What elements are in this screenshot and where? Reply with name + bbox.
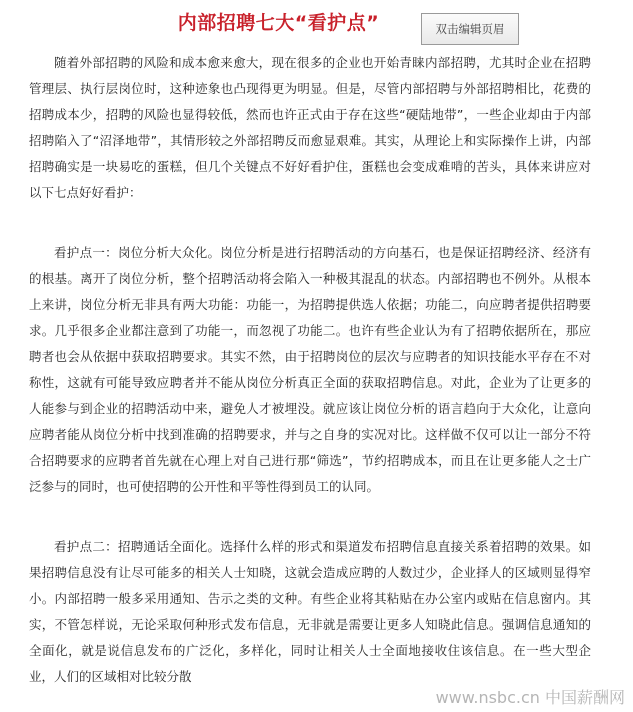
article-title: 内部招聘七大“看护点” xyxy=(177,12,380,34)
point-two-paragraph: 看护点二：招聘通话全面化。选择什么样的形式和渠道发布招聘信息直接关系着招聘的效果。如果招聘信息没有让尽可能多的相关人士知晓，这就会造成应聘的人数过少，企业择人的区域则显得窄小。内部招聘一般多采用通知、告示之类的文种。有些企业将其粘贴在办公室内或贴在信息窗内。其实，不管怎样说，无论采取何种形式发布信息，无非就是需要让更多人知晓此信息。强调信息通知的全面化，就是说信息发布的广泛化，多样化，同时让相关人士全面地接收住该信息。在一些大型企业，人们的区域相对比较分散 xyxy=(29,539,591,684)
article-body xyxy=(29,50,591,690)
edit-header-button[interactable]: 双击编辑页眉 xyxy=(421,13,519,45)
point-one-paragraph: 看护点一：岗位分析大众化。岗位分析是进行招聘活动的方向基石，也是保证招聘经济、经济有的根基。离开了岗位分析，整个招聘活动将会陷入一种极其混乱的状态。内部招聘也不例外。从根本上来讲，岗位分析无非具有两大功能：功能一，为招聘提供选人依据；功能二，向应聘者提供招聘要求。几乎很多企业都注意到了功能一，而忽视了功能二。也许有些企业认为有了招聘依据所在，那应聘者也会从依据中获取招聘要求。其实不然，由于招聘岗位的层次与应聘者的知识技能水平存在不对称性，这就有可能导致应聘者并不能从岗位分析真正全面的获取招聘信息。对此，企业为了让更多的人能参与到企业的招聘活动中来，避免人才被埋没。就应该让岗位分析的语言趋向于大众化，让意向应聘者能从岗位分析中找到准确的招聘要求，并与之自身的实况对比。这样做不仅可以让一部分不符合招聘要求的应聘者首先就在心理上对自己进行那“筛选”，节约招聘成本，而且在让更多能人之士广泛参与的同时，也可使招聘的公开性和平等性得到员工的认同。 xyxy=(29,245,591,494)
site-watermark: www.nsbc.cn 中国薪酬网 xyxy=(435,688,625,707)
intro-paragraph: 随着外部招聘的风险和成本愈来愈大，现在很多的企业也开始青睐内部招聘，尤其时企业在招聘管理层、执行层岗位时，这种迹象也凸现得更为明显。但是，尽管内部招聘与外部招聘相比，花费的招聘成本少，招聘的风险也显得较低，然而也许正式由于存在这些“硬陆地带”，一些企业却由于内部招聘陷入了“沼泽地带”，其情形较之外部招聘反而愈显艰难。其实，从理论上和实际操作上讲，内部招聘确实是一块易吃的蛋糕，但几个关键点不好好看护住，蛋糕也会变成难啃的苦头，具体来讲应对以下七点好好看护： xyxy=(29,55,591,200)
article-title-container xyxy=(0,8,633,38)
